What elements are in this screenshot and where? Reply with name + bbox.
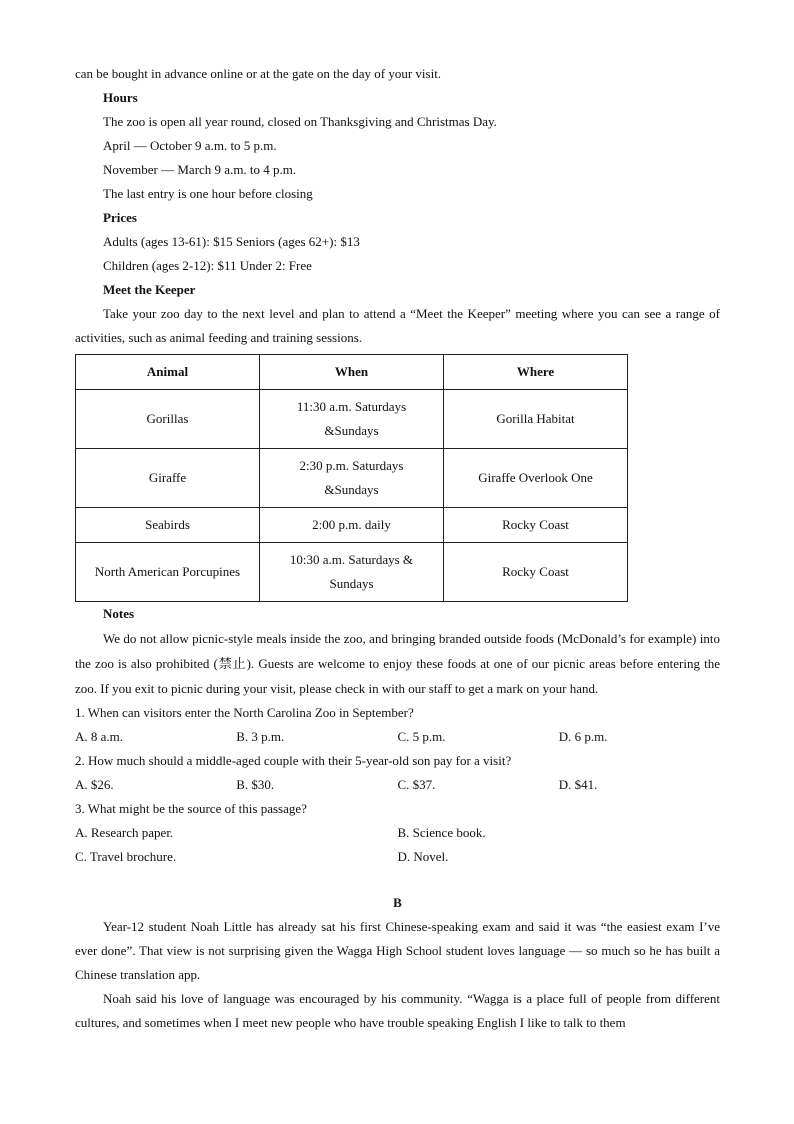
question-2-options: [75, 773, 720, 797]
when-line: 2:30 p.m. Saturdays: [299, 458, 404, 473]
notes-heading: Notes: [103, 606, 135, 621]
table-row: [76, 449, 628, 508]
when-line: 11:30 a.m. Saturdays: [296, 399, 407, 414]
hours-line: November — March 9 a.m. to 4 p.m.: [103, 162, 297, 177]
cell-animal: North American Porcupines: [76, 543, 260, 602]
when-line: 10:30 a.m. Saturdays &: [289, 552, 414, 567]
cell-animal: Gorillas: [76, 390, 260, 449]
option: B. Science book.: [397, 825, 486, 840]
cell-animal: Giraffe: [76, 449, 260, 508]
header-animal: Animal: [76, 355, 260, 390]
table-row: [76, 543, 628, 602]
option: D. $41.: [558, 777, 598, 792]
table-row: [76, 508, 628, 543]
cell-when: [260, 449, 444, 508]
hours-line: The zoo is open all year round, closed on Thanksgiving and Christmas Day.: [103, 114, 497, 129]
question-1-options: [75, 725, 720, 749]
hours-line: April — October 9 a.m. to 5 p.m.: [103, 138, 277, 153]
question-1: 1. When can visitors enter the North Carolina Zoo in September?: [75, 705, 414, 720]
question-3: 3. What might be the source of this passage?: [75, 801, 307, 816]
table-header-row: [76, 355, 628, 390]
option: A. Research paper.: [75, 825, 174, 840]
section-gap: [75, 869, 720, 891]
when-line: &Sundays: [324, 423, 379, 438]
option: C. $37.: [397, 777, 436, 792]
hours-heading: Hours: [103, 90, 138, 105]
section-b-paragraph-2: Noah said his love of language was encouraged by his community. “Wagga is a place full of people from different cultures, and sometimes when I meet new people who have trouble speaking English I like to talk to them: [75, 991, 720, 1030]
option: A. $26.: [75, 777, 114, 792]
prices-heading: Prices: [103, 210, 137, 225]
section-b-paragraph-1: Year-12 student Noah Little has already sat his first Chinese-speaking exam and said it was “the easiest exam I’ve ever done”. That view is not surprising given the Wagga High School student loves language — so much so he has built a Chinese translation app.: [75, 919, 720, 982]
cell-where: Rocky Coast: [444, 508, 628, 543]
option: B. $30.: [236, 777, 275, 792]
table-row: [76, 390, 628, 449]
cell-animal: Seabirds: [76, 508, 260, 543]
document-page: [75, 62, 720, 1035]
when-line: &Sundays: [324, 482, 379, 497]
question-3-options-row-2: [75, 845, 720, 869]
option: A. 8 a.m.: [75, 729, 124, 744]
question-2: 2. How much should a middle-aged couple with their 5-year-old son pay for a visit?: [75, 753, 512, 768]
keeper-intro: Take your zoo day to the next level and plan to attend a “Meet the Keeper” meeting where you can see a range of activities, such as animal feeding and training sessions.: [75, 306, 720, 345]
question-3-options-row-1: [75, 821, 720, 845]
option: D. 6 p.m.: [558, 729, 608, 744]
notes-text: We do not allow picnic-style meals inside the zoo, and bringing branded outside foods (McDonald’s for example) into the zoo is also prohibited (禁止). Guests are welcome to enjoy these foods at one of our picnic areas before entering the zoo. If you exit to picnic during your visit, please check in with our staff to get a mark on your hand.: [75, 631, 720, 696]
when-line: Sundays: [329, 576, 374, 591]
cell-when: [260, 543, 444, 602]
section-b-heading: B: [393, 895, 402, 910]
hours-line: The last entry is one hour before closing: [103, 186, 313, 201]
keeper-table: [75, 354, 628, 602]
header-when: When: [260, 355, 444, 390]
cell-where: Giraffe Overlook One: [444, 449, 628, 508]
keeper-heading: Meet the Keeper: [103, 282, 196, 297]
option: D. Novel.: [397, 849, 449, 864]
header-where: Where: [444, 355, 628, 390]
option: C. Travel brochure.: [75, 849, 177, 864]
prices-line: Adults (ages 13-61): $15 Seniors (ages 62+): $13: [103, 234, 360, 249]
option: C. 5 p.m.: [397, 729, 446, 744]
intro-tail: can be bought in advance online or at the gate on the day of your visit.: [75, 66, 442, 81]
cell-where: Rocky Coast: [444, 543, 628, 602]
cell-where: Gorilla Habitat: [444, 390, 628, 449]
option: B. 3 p.m.: [236, 729, 285, 744]
prices-line: Children (ages 2-12): $11 Under 2: Free: [103, 258, 312, 273]
cell-when: [260, 390, 444, 449]
cell-when: 2:00 p.m. daily: [260, 508, 444, 543]
